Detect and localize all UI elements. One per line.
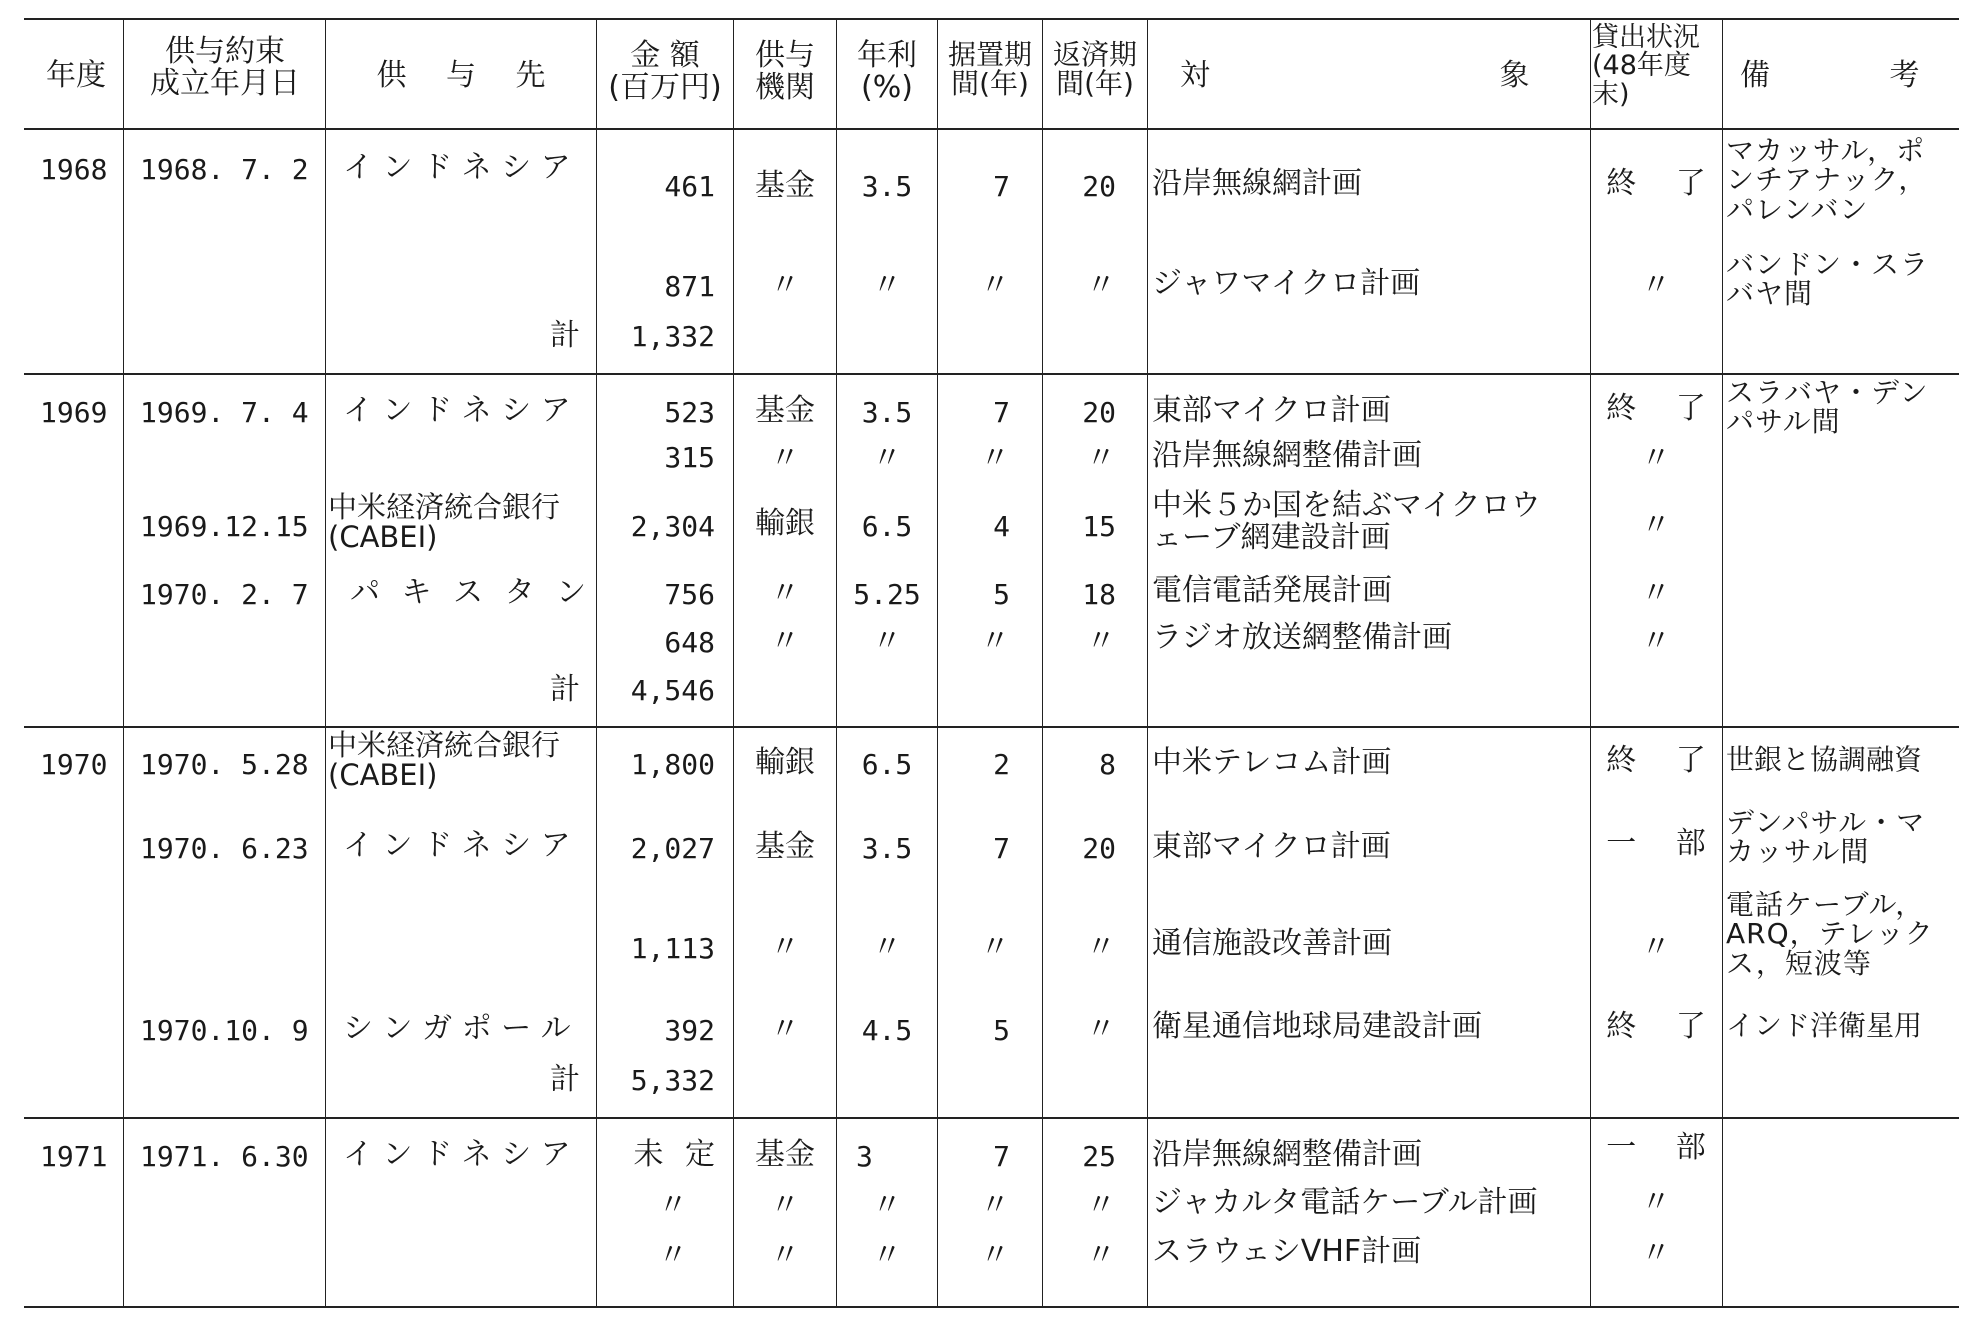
repay-cell: 20 — [1082, 396, 1116, 429]
amount-cell: 1,113 — [630, 932, 715, 965]
recipient-cell: シ ン ガ ポ ー ル — [343, 1011, 571, 1046]
target-cell: ジャカルタ電話ケーブル計画 — [1152, 1185, 1538, 1220]
status-cell: 〃 — [1641, 576, 1671, 611]
col-divider — [1722, 20, 1723, 1306]
repay-cell: 20 — [1082, 170, 1116, 203]
status-cell: 〃 — [1641, 268, 1671, 303]
col-divider — [1147, 20, 1148, 1306]
remarks-cell: バンドン・スラ バヤ間 — [1726, 248, 1930, 311]
subtotal-amount: 1,332 — [630, 320, 715, 353]
date-cell: 1970.10. 9 — [140, 1014, 309, 1047]
agency-cell: 基金 — [755, 829, 815, 864]
repay-cell: 25 — [1082, 1140, 1116, 1173]
rule-header-bottom — [24, 128, 1959, 130]
target-cell: 衛星通信地球局建設計画 — [1152, 1009, 1482, 1044]
remarks-cell: マカッサル，ポ ンチアナック， パレンバン — [1726, 134, 1928, 226]
rule-1969-bottom — [24, 726, 1959, 728]
grace-cell: 5 — [993, 1014, 1010, 1047]
repay-cell: 〃 — [1086, 441, 1116, 476]
status-cell: 一 部 — [1606, 826, 1706, 861]
amount-cell: 〃 — [658, 1238, 688, 1273]
header-agency: 供与 機関 — [755, 38, 815, 105]
header-repay: 返済期 間(年) — [1052, 38, 1137, 101]
subtotal-label: 計 — [550, 1062, 580, 1097]
rule-bottom — [24, 1306, 1959, 1308]
recipient-cell: イ ン ド ネ シ ア — [343, 828, 571, 863]
subtotal-amount: 5,332 — [630, 1064, 715, 1097]
amount-cell: 2,304 — [630, 510, 715, 543]
agency-cell: 〃 — [770, 1188, 800, 1223]
subtotal-amount: 4,546 — [630, 674, 715, 707]
status-cell: 〃 — [1641, 624, 1671, 659]
amount-cell: 523 — [664, 396, 715, 429]
col-divider — [836, 20, 837, 1306]
status-cell: 〃 — [1641, 930, 1671, 965]
grace-cell: 〃 — [980, 1238, 1010, 1273]
rate-cell: 4.5 — [861, 1014, 913, 1047]
status-cell: 終 了 — [1606, 743, 1706, 778]
date-cell: 1971. 6.30 — [140, 1140, 309, 1173]
remarks-cell: 世銀と協調融資 — [1726, 743, 1923, 776]
rate-cell: 〃 — [872, 930, 902, 965]
status-cell: 〃 — [1641, 441, 1671, 476]
target-cell: 中米５か国を結ぶマイクロウ ェーブ網建設計画 — [1152, 488, 1541, 555]
remarks-cell: インド洋衛星用 — [1726, 1009, 1923, 1042]
agency-cell: 基金 — [755, 393, 815, 428]
rule-1968-bottom — [24, 373, 1959, 375]
target-cell: 東部マイクロ計画 — [1152, 829, 1391, 864]
header-date: 供与約束 成立年月日 — [150, 34, 300, 101]
recipient-cell: イ ン ド ネ シ ア — [343, 150, 571, 185]
header-amount: 金 額 (百万円) — [608, 38, 722, 105]
recipient-cell: 中米経済統合銀行 (CABEI) — [328, 490, 561, 555]
agency-cell: 〃 — [770, 624, 800, 659]
header-rate: 年利 (%) — [857, 38, 917, 105]
rate-cell: 〃 — [872, 1188, 902, 1223]
agency-cell: 〃 — [770, 441, 800, 476]
header-target: 対 象 — [1180, 58, 1530, 93]
status-cell: 〃 — [1641, 508, 1671, 543]
agency-cell: 輸銀 — [755, 745, 815, 780]
header-status: 貸出状況 (48年度 末) — [1592, 22, 1700, 110]
rate-cell: 3.5 — [861, 832, 913, 865]
header-remarks: 備 考 — [1740, 58, 1920, 93]
repay-cell: 15 — [1082, 510, 1116, 543]
grace-cell: 2 — [993, 748, 1010, 781]
target-cell: 沿岸無線網整備計画 — [1152, 1137, 1422, 1172]
target-cell: スラウェシVHF計画 — [1152, 1234, 1422, 1269]
amount-cell: 871 — [664, 270, 715, 303]
rate-cell: 6.5 — [861, 510, 913, 543]
repay-cell: 8 — [1099, 748, 1116, 781]
subtotal-label: 計 — [550, 672, 580, 707]
agency-cell: 〃 — [770, 1238, 800, 1273]
grace-cell: 〃 — [980, 930, 1010, 965]
agency-cell: 基金 — [755, 168, 815, 203]
remarks-cell: スラバヤ・デン パサル間 — [1726, 376, 1929, 439]
grace-cell: 〃 — [980, 268, 1010, 303]
date-cell: 1970. 2. 7 — [140, 578, 309, 611]
date-cell: 1970. 5.28 — [140, 748, 309, 781]
year-cell: 1970 — [40, 748, 108, 781]
agency-cell: 基金 — [755, 1137, 815, 1172]
rate-cell: 〃 — [872, 624, 902, 659]
date-cell: 1968. 7. 2 — [140, 153, 309, 186]
grace-cell: 7 — [993, 832, 1010, 865]
amount-cell: 1,800 — [630, 748, 715, 781]
status-cell: 終 了 — [1606, 166, 1706, 201]
header-year: 年度 — [46, 58, 106, 93]
rule-top — [24, 18, 1959, 20]
amount-cell: 2,027 — [630, 832, 715, 865]
grace-cell: 〃 — [980, 441, 1010, 476]
col-divider — [1042, 20, 1043, 1306]
agency-cell: 輸銀 — [755, 506, 815, 541]
target-cell: 中米テレコム計画 — [1152, 745, 1392, 780]
rate-cell: 3.5 — [861, 396, 913, 429]
date-cell: 1969. 7. 4 — [140, 396, 309, 429]
col-divider — [123, 20, 124, 1306]
year-cell: 1968 — [40, 153, 108, 186]
rate-cell: 3.5 — [861, 170, 913, 203]
target-cell: 通信施設改善計画 — [1152, 926, 1392, 961]
rule-1970-bottom — [24, 1117, 1959, 1119]
header-recipient: 供 与 先 — [376, 58, 546, 93]
year-cell: 1969 — [40, 396, 108, 429]
rate-cell: 3 — [856, 1140, 873, 1173]
remarks-cell: 電話ケーブル， ARQ，テレック ス，短波等 — [1726, 888, 1934, 980]
repay-cell: 18 — [1082, 578, 1116, 611]
status-cell: 終 了 — [1606, 391, 1706, 426]
target-cell: 沿岸無線網計画 — [1152, 166, 1362, 201]
grace-cell: 〃 — [980, 1188, 1010, 1223]
agency-cell: 〃 — [770, 268, 800, 303]
col-divider — [733, 20, 734, 1306]
status-cell: 〃 — [1641, 1185, 1671, 1220]
repay-cell: 〃 — [1086, 930, 1116, 965]
amount-cell: 756 — [664, 578, 715, 611]
agency-cell: 〃 — [770, 930, 800, 965]
repay-cell: 〃 — [1086, 268, 1116, 303]
amount-cell: 〃 — [658, 1188, 688, 1223]
recipient-cell: イ ン ド ネ シ ア — [343, 1137, 571, 1172]
repay-cell: 〃 — [1086, 624, 1116, 659]
repay-cell: 〃 — [1086, 1012, 1116, 1047]
col-divider — [596, 20, 597, 1306]
recipient-cell: 中米経済統合銀行 (CABEI) — [328, 728, 561, 793]
recipient-cell: イ ン ド ネ シ ア — [343, 393, 571, 428]
grace-cell: 7 — [993, 396, 1010, 429]
repay-cell: 20 — [1082, 832, 1116, 865]
amount-cell: 648 — [664, 626, 715, 659]
agency-cell: 〃 — [770, 1012, 800, 1047]
target-cell: ジャワマイクロ計画 — [1152, 266, 1421, 301]
amount-cell: 392 — [664, 1014, 715, 1047]
amount-cell: 未 定 — [633, 1137, 715, 1172]
col-divider — [325, 20, 326, 1306]
status-cell: 一 部 — [1606, 1130, 1706, 1165]
rate-cell: 〃 — [872, 441, 902, 476]
remarks-cell: デンパサル・マ カッサル間 — [1726, 806, 1926, 869]
rate-cell: 〃 — [872, 268, 902, 303]
rate-cell: 5.25 — [853, 578, 921, 611]
amount-cell: 315 — [664, 441, 715, 474]
year-cell: 1971 — [40, 1140, 108, 1173]
target-cell: ラジオ放送網整備計画 — [1152, 620, 1452, 655]
repay-cell: 〃 — [1086, 1238, 1116, 1273]
grace-cell: 7 — [993, 170, 1010, 203]
status-cell: 終 了 — [1606, 1009, 1706, 1044]
col-divider — [937, 20, 938, 1306]
agency-cell: 〃 — [770, 576, 800, 611]
subtotal-label: 計 — [550, 318, 580, 353]
target-cell: 電信電話発展計画 — [1152, 573, 1392, 608]
target-cell: 沿岸無線網整備計画 — [1152, 438, 1422, 473]
grace-cell: 4 — [993, 510, 1010, 543]
grace-cell: 5 — [993, 578, 1010, 611]
date-cell: 1969.12.15 — [140, 510, 309, 543]
rate-cell: 6.5 — [861, 748, 913, 781]
recipient-cell: パ キ ス タ ン — [350, 575, 587, 610]
rate-cell: 〃 — [872, 1238, 902, 1273]
grace-cell: 7 — [993, 1140, 1010, 1173]
col-divider — [1590, 20, 1591, 1306]
repay-cell: 〃 — [1086, 1188, 1116, 1223]
date-cell: 1970. 6.23 — [140, 832, 309, 865]
grace-cell: 〃 — [980, 624, 1010, 659]
status-cell: 〃 — [1641, 1236, 1671, 1271]
amount-cell: 461 — [664, 170, 715, 203]
header-grace: 据置期 間(年) — [947, 38, 1032, 101]
target-cell: 東部マイクロ計画 — [1152, 393, 1391, 428]
